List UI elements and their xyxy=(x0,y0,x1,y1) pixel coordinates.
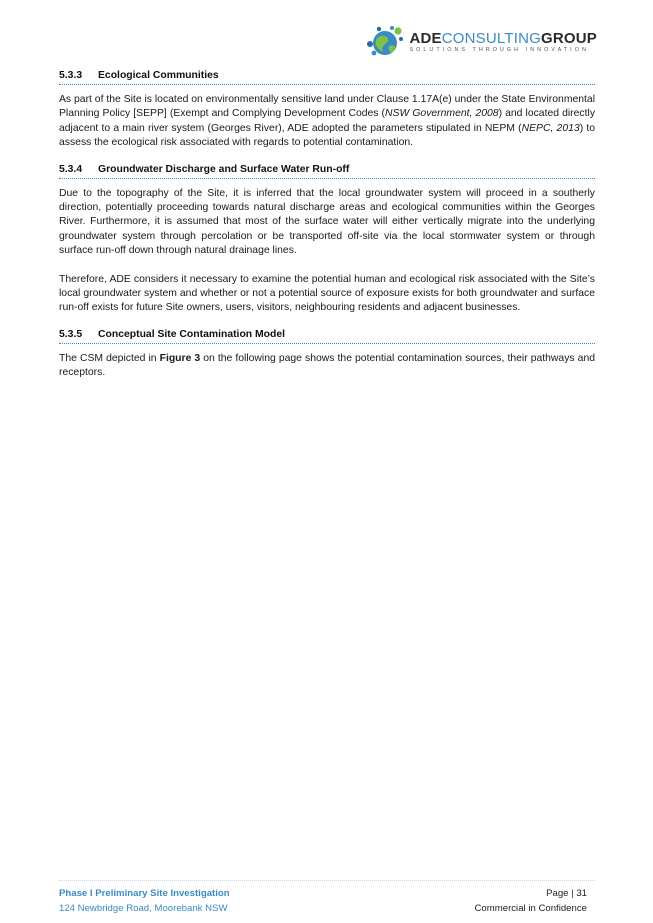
paragraph: Therefore, ADE considers it necessary to examine the potential human and ecological risk associated with the Site’s local groundwater system and whether or not a potential source of exposure exists for both groundwater and surface run-off exists for future Site owners, users, visitors, neighbouring residents and adjacent businesses. xyxy=(59,273,595,314)
header xyxy=(365,22,597,62)
report-title: Phase I Preliminary Site Investigation xyxy=(59,888,230,899)
document-body xyxy=(59,70,595,381)
section-heading xyxy=(59,329,595,344)
footer-right xyxy=(474,887,587,916)
section-groundwater-discharge xyxy=(59,164,595,316)
logo-group: GROUP xyxy=(540,30,597,47)
section-title: Ecological Communities xyxy=(98,70,219,81)
logo-tagline: SOLUTIONS THROUGH INNOVATION xyxy=(409,47,589,53)
section-title: Groundwater Discharge and Surface Water Run-off xyxy=(98,163,350,175)
section-number: 5.3.5 xyxy=(59,328,83,340)
confidentiality-label: Commercial in Confidence xyxy=(474,902,587,914)
logo-consulting: CONSULTING xyxy=(441,30,541,47)
section-ecological-communities xyxy=(59,70,595,151)
logo-ade: ADE xyxy=(409,30,442,47)
section-heading xyxy=(59,164,595,179)
paragraph xyxy=(59,93,595,151)
page-number: Page | 31 xyxy=(546,888,587,899)
section-heading xyxy=(59,70,595,85)
section-conceptual-site-model xyxy=(59,329,595,381)
text-run: As part of the Site is located on environmentally sensitive land under Clause 1.17A(e) under the State Environmental Planning Policy [SEPP] (Exempt and Complying Development Codes ( xyxy=(59,94,596,120)
footer-left xyxy=(59,887,230,916)
section-title: Conceptual Site Contamination Model xyxy=(98,328,286,340)
site-address: 124 Newbridge Road, Moorebank NSW xyxy=(59,902,228,914)
citation: NSW Government, 2008 xyxy=(385,108,499,120)
company-logo xyxy=(409,31,597,53)
figure-reference: Figure 3 xyxy=(159,352,201,364)
section-number: 5.3.4 xyxy=(59,163,83,175)
text-run: ) to assess the ecological risk associated with regards to potential contamination. xyxy=(59,122,596,149)
logo-name xyxy=(409,31,597,46)
paragraph: Due to the topography of the Site, it is inferred that the local groundwater system will proceed in a southerly direction, potentially proceeding towards natural discharge areas and ecological communities within the Georges River. Furthermore, it is assumed that most of the surface water will either vertically migrate into the underlying groundwater system through percolation or be transported off-site via the local stormwater system or through surface run-off down through natural drainage lines. xyxy=(59,187,595,257)
text-run: ) and located directly adjacent to a main river system (Georges River), ADE adopted the parameters stipulated in NEPM ( xyxy=(59,108,596,134)
paragraph xyxy=(59,352,595,381)
text-run: The CSM depicted in xyxy=(59,352,160,364)
globe-molecule-icon xyxy=(365,24,405,60)
text-run: on the following page shows the potential contamination sources, their pathways and receptors. xyxy=(59,352,595,379)
citation: NEPC, 2013 xyxy=(521,122,580,134)
section-number: 5.3.3 xyxy=(59,70,83,81)
footer xyxy=(59,880,595,914)
